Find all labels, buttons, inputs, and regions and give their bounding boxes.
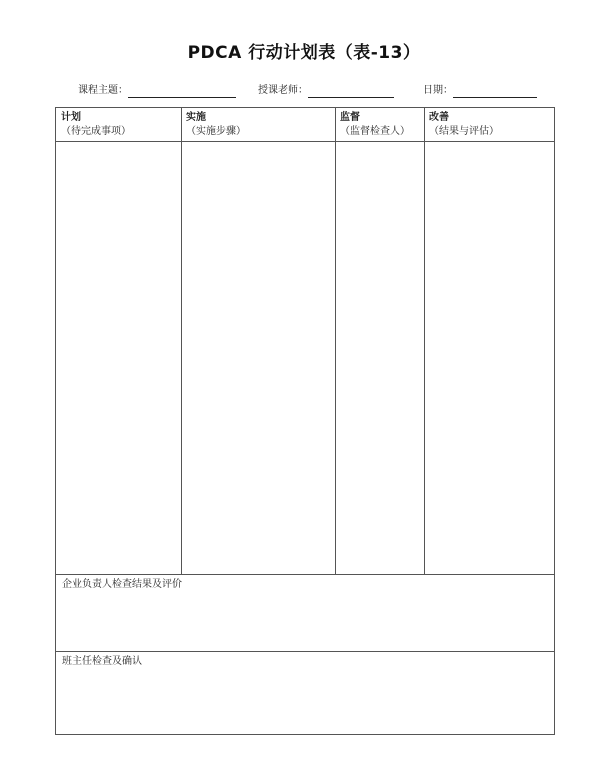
pdca-table bbox=[55, 107, 555, 735]
head-teacher-confirm-label: 班主任检查及确认 bbox=[62, 656, 142, 667]
page-title: PDCA 行动计划表（表-13） bbox=[187, 43, 421, 63]
course-topic-blank bbox=[128, 86, 236, 98]
section-divider bbox=[56, 574, 554, 575]
column-header-do bbox=[186, 111, 246, 139]
enterprise-review-label: 企业负责人检查结果及评价 bbox=[62, 579, 182, 590]
column-divider bbox=[181, 108, 182, 574]
column-subtitle: （实施步骤） bbox=[186, 126, 246, 137]
column-divider bbox=[424, 108, 425, 574]
column-title: 改善 bbox=[429, 112, 449, 123]
column-subtitle: （待完成事项） bbox=[61, 126, 131, 137]
section-divider bbox=[56, 651, 554, 652]
column-title: 实施 bbox=[186, 112, 206, 123]
column-header-check bbox=[340, 111, 410, 139]
course-topic-label: 课程主题： bbox=[78, 85, 128, 96]
teacher-field bbox=[258, 84, 394, 98]
column-divider bbox=[335, 108, 336, 574]
column-header-plan bbox=[61, 111, 131, 139]
date-blank bbox=[453, 86, 537, 98]
date-label: 日期： bbox=[423, 85, 453, 96]
course-topic-field bbox=[78, 84, 236, 98]
header-divider bbox=[56, 141, 554, 142]
column-title: 计划 bbox=[61, 112, 81, 123]
column-subtitle: （监督检查人） bbox=[340, 126, 410, 137]
teacher-blank bbox=[308, 86, 394, 98]
column-title: 监督 bbox=[340, 112, 360, 123]
column-subtitle: （结果与评估） bbox=[429, 126, 499, 137]
date-field bbox=[423, 84, 537, 98]
teacher-label: 授课老师： bbox=[258, 85, 308, 96]
column-header-act bbox=[429, 111, 499, 139]
